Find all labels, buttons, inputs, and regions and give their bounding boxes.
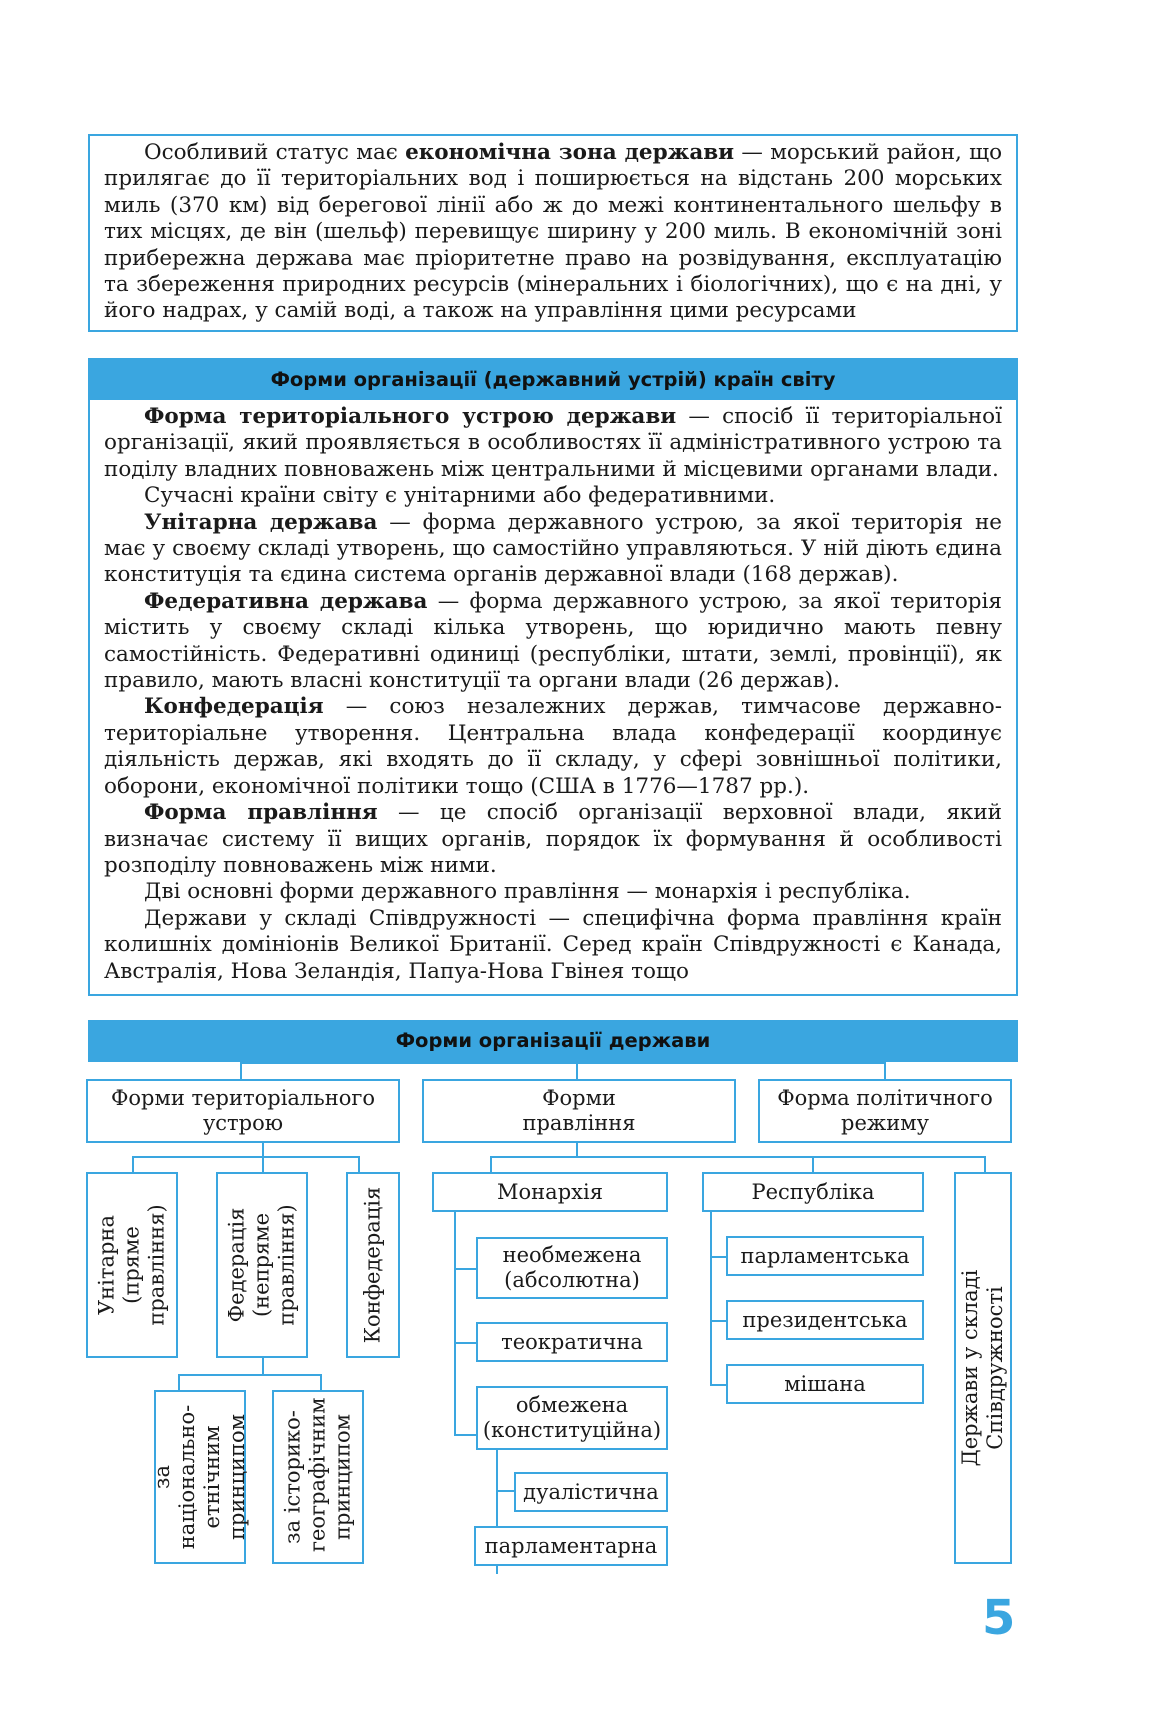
dualistic-node: дуалістична	[514, 1472, 668, 1512]
monarchy-node: Монархія	[432, 1172, 668, 1212]
commonwealth-note: Держави у складі Співдружності — специфічна форма правління країн колишніх домініонів Великої Британії. Серед країн Співдружності є Канада, Австралія, Нова Зеландія, Папуа-Нова Гвінея тощо	[104, 905, 1002, 984]
forms-section-header: Форми організації (державний устрій) країн світу	[90, 360, 1016, 400]
historical-geographic-label: за історико-географічним принципом	[280, 1397, 355, 1552]
forms-section-box	[88, 358, 1018, 996]
constitutional-monarchy-node: обмежена (конституційна)	[476, 1386, 668, 1450]
national-ethnic-label: за національно-етнічним принципом	[150, 1404, 249, 1550]
theocratic-node: теократична	[476, 1322, 668, 1362]
parliamentary-republic-node: парламентська	[726, 1236, 924, 1276]
republic-node: Республіка	[702, 1172, 924, 1212]
unitary-label: Унітарна (пряме правління)	[94, 1204, 169, 1326]
top-connector	[240, 1062, 886, 1064]
federation-node	[216, 1172, 308, 1358]
page-number: 5	[982, 1590, 1016, 1646]
presidential-republic-node: президентська	[726, 1300, 924, 1340]
unitary-definition: Унітарна держава — форма державного устрою, за якої територія не має у своєму складі утворень, що самостійно управляються. У ній діють єдина конституція та єдина система органів державної влади (168 держав).	[104, 509, 1002, 588]
government-form-definition: Форма правління — це спосіб організації верховної влади, який визначає систему її вищих органів, порядок їх формування й особливості розподілу повноважень між ними.	[104, 800, 1002, 878]
confederation-definition: Конфедерація — союз незалежних держав, тимчасове державно-територіальне утворення. Центральна влада конфедерації координує діяльність держав, які входять до її складу, у сфері зовнішньої політики, оборони, економічної політики тощо (США в 1776—1787 рр.).	[104, 694, 1002, 799]
commonwealth-node	[954, 1172, 1012, 1564]
government-forms-node: Форми правління	[422, 1079, 736, 1143]
forms-section-body	[90, 400, 1016, 985]
economic-zone-term: економічна зона держави	[405, 140, 735, 165]
confederation-label: Конфедерація	[360, 1186, 385, 1344]
diagram-header: Форми організації держави	[88, 1020, 1018, 1062]
territorial-forms-node: Форми територіального устрою	[86, 1079, 400, 1143]
unitary-node	[86, 1172, 178, 1358]
political-regime-node: Форма політичного режиму	[758, 1079, 1012, 1143]
mixed-republic-node: мішана	[726, 1364, 924, 1404]
federation-label: Федерація (непряме правління)	[224, 1204, 299, 1326]
confederation-node	[346, 1172, 400, 1358]
economic-zone-box	[88, 134, 1018, 332]
absolute-monarchy-node: необмежена (абсолютна)	[476, 1237, 668, 1299]
federative-definition: Федеративна держава — форма державного устрою, за якої територія містить у своєму складі кілька утворень, що юридично мають певну самостійність. Федеративні одиниці (республіки, штати, землі, провінції), як правило, мають власні конституції та органи влади (26 держав).	[104, 588, 1002, 694]
economic-zone-text: Особливий статус має економічна зона держави — морський район, що прилягає до її територіальних вод і поширюється на відстань 200 морських миль (370 км) від берегової лінії або ж до межі континентального шельфу в тих місцях, де він (шельф) перевищує ширину у 200 миль. В економічній зоні прибережна держава має пріоритетне право на розвідування, експлуатацію та збереження природних ресурсів (мінеральних і біологічних), що є на дні, у його надрах, у самій воді, а також на управління цими ресурсами	[104, 140, 1003, 324]
parliamentary-monarchy-node: парламентарна	[474, 1526, 668, 1566]
historical-geographic-node	[272, 1390, 364, 1564]
commonwealth-label: Держави у складі Співдружності	[958, 1269, 1007, 1467]
modern-countries-note: Сучасні країни світу є унітарними або федеративними.	[144, 483, 776, 509]
two-forms-note: Дві основні форми державного правління — монархія і республіка.	[144, 879, 911, 905]
national-ethnic-node	[150, 1390, 249, 1564]
territorial-definition: Форма територіального устрою держави — спосіб її територіальної організації, який проявляється в особливостях її адміністративного устрою та поділу владних повноважень між центральними й місцевими органами влади.	[104, 404, 1002, 482]
